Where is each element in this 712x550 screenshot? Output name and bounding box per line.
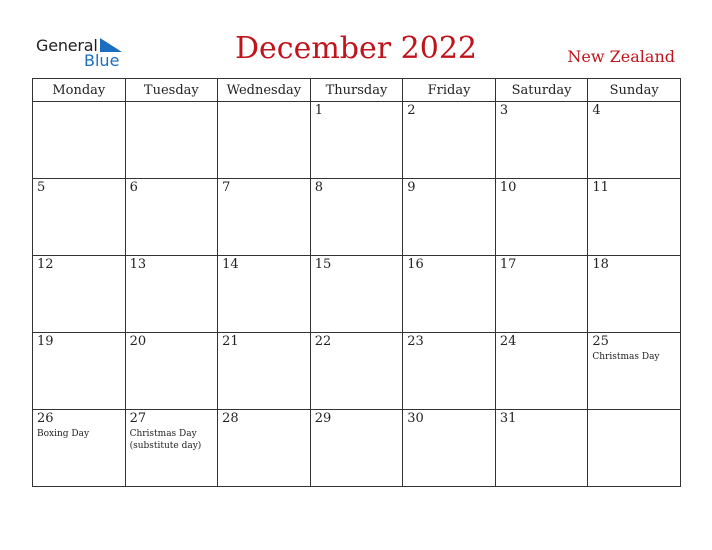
day-cell — [310, 333, 403, 410]
day-cell — [310, 410, 403, 487]
weekday-header: Wednesday — [218, 79, 311, 102]
day-number: 3 — [499, 103, 509, 118]
weekday-header: Thursday — [310, 79, 403, 102]
calendar-grid — [32, 78, 681, 487]
week-row — [33, 410, 681, 487]
day-cell — [33, 333, 126, 410]
day-cell — [125, 179, 218, 256]
day-number: 6 — [129, 180, 138, 195]
day-number: 17 — [499, 257, 517, 272]
day-number: 15 — [314, 257, 332, 272]
holiday-label: Christmas Day (substitute day) — [129, 429, 202, 451]
day-number: 4 — [592, 103, 601, 118]
weekday-header: Tuesday — [125, 79, 218, 102]
week-row — [33, 333, 681, 410]
holiday-label: Christmas Day — [592, 352, 660, 362]
day-cell — [125, 102, 218, 179]
day-number: 12 — [37, 257, 54, 272]
day-cell — [495, 410, 588, 487]
day-cell — [403, 102, 496, 179]
holiday-label: Boxing Day — [37, 429, 90, 439]
day-cell — [495, 256, 588, 333]
day-cell — [403, 256, 496, 333]
day-cell — [125, 410, 218, 487]
day-cell — [588, 256, 681, 333]
day-cell — [33, 256, 126, 333]
day-number: 20 — [129, 334, 147, 349]
week-row — [33, 102, 681, 179]
day-cell — [33, 102, 126, 179]
day-number: 8 — [314, 180, 323, 195]
day-cell — [218, 102, 311, 179]
weekday-header-row — [33, 79, 681, 102]
day-number: 22 — [314, 334, 332, 349]
day-cell — [403, 410, 496, 487]
day-number: 14 — [222, 257, 239, 272]
day-cell — [588, 179, 681, 256]
day-cell — [33, 179, 126, 256]
day-cell — [495, 333, 588, 410]
day-cell — [495, 102, 588, 179]
country-label: New Zealand — [567, 47, 675, 66]
day-number: 21 — [222, 334, 239, 349]
day-number: 1 — [314, 103, 323, 118]
day-number: 18 — [592, 257, 609, 272]
day-number: 2 — [407, 103, 416, 118]
day-number: 26 — [37, 411, 54, 426]
day-cell — [588, 410, 681, 487]
day-number: 16 — [407, 257, 424, 272]
day-cell — [310, 256, 403, 333]
day-number: 27 — [129, 411, 147, 426]
weekday-header: Monday — [33, 79, 126, 102]
day-cell — [588, 102, 681, 179]
day-cell — [218, 410, 311, 487]
weekday-header: Friday — [403, 79, 496, 102]
day-cell — [33, 410, 126, 487]
day-number: 10 — [499, 180, 517, 195]
day-number: 13 — [129, 257, 147, 272]
day-number: 5 — [37, 180, 46, 195]
day-number: 23 — [407, 334, 424, 349]
day-cell — [588, 333, 681, 410]
day-number: 28 — [222, 411, 239, 426]
day-number: 11 — [592, 180, 609, 195]
day-number: 9 — [407, 180, 416, 195]
day-cell — [125, 256, 218, 333]
day-cell — [495, 179, 588, 256]
day-cell — [218, 179, 311, 256]
day-cell — [403, 179, 496, 256]
page-title: December 2022 — [235, 31, 477, 66]
week-row — [33, 179, 681, 256]
day-number: 24 — [499, 334, 517, 349]
day-number: 29 — [314, 411, 332, 426]
day-cell — [310, 102, 403, 179]
weekday-header: Sunday — [588, 79, 681, 102]
day-cell — [218, 256, 311, 333]
day-cell — [218, 333, 311, 410]
day-number: 25 — [592, 334, 609, 349]
day-number: 30 — [407, 411, 424, 426]
logo-text-blue: Blue — [84, 51, 120, 70]
day-number: 31 — [499, 411, 517, 426]
day-cell — [125, 333, 218, 410]
day-cell — [310, 179, 403, 256]
logo-text-general: General — [36, 36, 98, 55]
weekday-header: Saturday — [495, 79, 588, 102]
week-row — [33, 256, 681, 333]
day-cell — [403, 333, 496, 410]
day-number: 19 — [37, 334, 54, 349]
day-number: 7 — [222, 180, 231, 195]
